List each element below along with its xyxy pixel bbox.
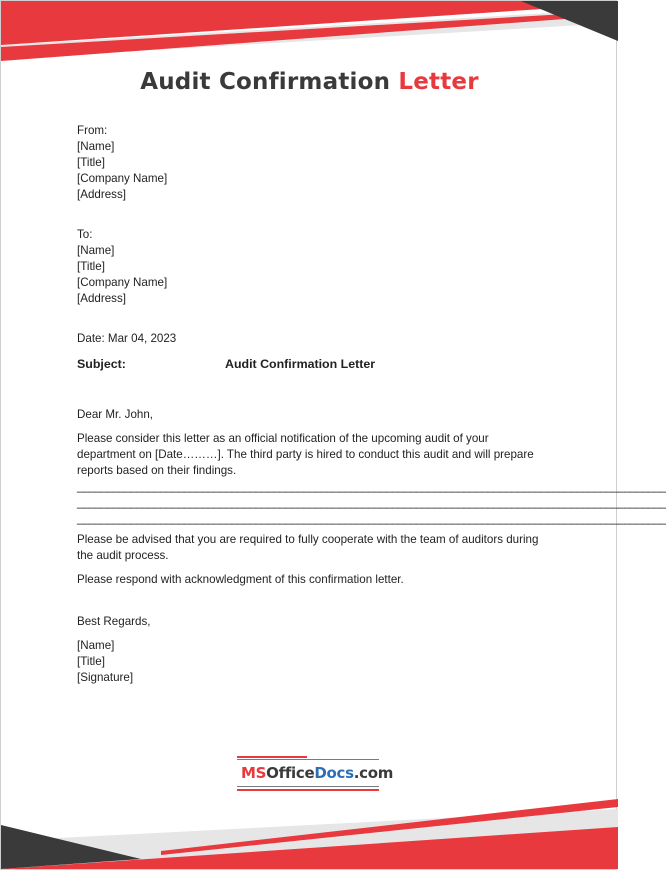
closing: Best Regards, xyxy=(77,615,151,628)
logo-bar xyxy=(237,759,379,760)
signer-title: [Title] xyxy=(77,655,105,668)
recipient-block xyxy=(77,227,541,307)
paragraph-notification: Please consider this letter as an official notification of the upcoming audit of your department on [Date………]. The third party is hired to conduct this audit and will prepare reports based on their findings. xyxy=(77,432,534,477)
subject-label: Subject: xyxy=(77,357,126,371)
from-company: [Company Name] xyxy=(77,172,168,185)
title-main: Audit Confirmation xyxy=(140,69,391,95)
blank-lines xyxy=(77,479,666,527)
msofficedocs-logo xyxy=(237,756,394,792)
salutation: Dear Mr. John, xyxy=(77,408,154,421)
signer-signature: [Signature] xyxy=(77,671,134,684)
paragraph-cooperate: Please be advised that you are required to fully cooperate with the team of auditors during the audit process. xyxy=(77,533,539,562)
from-name: [Name] xyxy=(77,140,115,153)
to-name: [Name] xyxy=(77,244,115,257)
sender-block xyxy=(77,123,541,203)
logo-bar xyxy=(237,756,307,758)
blank-line: ___________________________________________________________________________________________________ xyxy=(77,512,666,525)
logo-bar xyxy=(237,789,379,791)
logo-com: .com xyxy=(353,764,394,782)
signer-name: [Name] xyxy=(77,639,115,652)
logo-office: Office xyxy=(266,764,315,782)
logo-text xyxy=(241,764,393,782)
blank-line: ___________________________________________________________________________________________________ xyxy=(77,496,666,509)
logo-bar xyxy=(237,786,379,787)
logo-docs: Docs xyxy=(314,764,354,782)
to-label: To: xyxy=(77,228,93,241)
bottom-decoration xyxy=(1,799,618,869)
blank-line: ___________________________________________________________________________________________________ xyxy=(77,480,666,493)
title-accent: Letter xyxy=(398,69,479,95)
to-title: [Title] xyxy=(77,260,105,273)
letter-title xyxy=(1,69,618,95)
from-label: From: xyxy=(77,124,108,137)
subject-line xyxy=(77,356,541,372)
from-title: [Title] xyxy=(77,156,105,169)
signature-block xyxy=(77,638,541,686)
to-address: [Address] xyxy=(77,292,126,305)
to-company: [Company Name] xyxy=(77,276,168,289)
from-address: [Address] xyxy=(77,188,126,201)
paragraph-respond: Please respond with acknowledgment of this confirmation letter. xyxy=(77,573,404,586)
date-line: Date: Mar 04, 2023 xyxy=(77,332,177,345)
top-decoration xyxy=(1,1,618,71)
letter-body xyxy=(77,123,666,686)
logo-ms: MS xyxy=(241,764,267,782)
subject-value: Audit Confirmation Letter xyxy=(225,357,376,371)
